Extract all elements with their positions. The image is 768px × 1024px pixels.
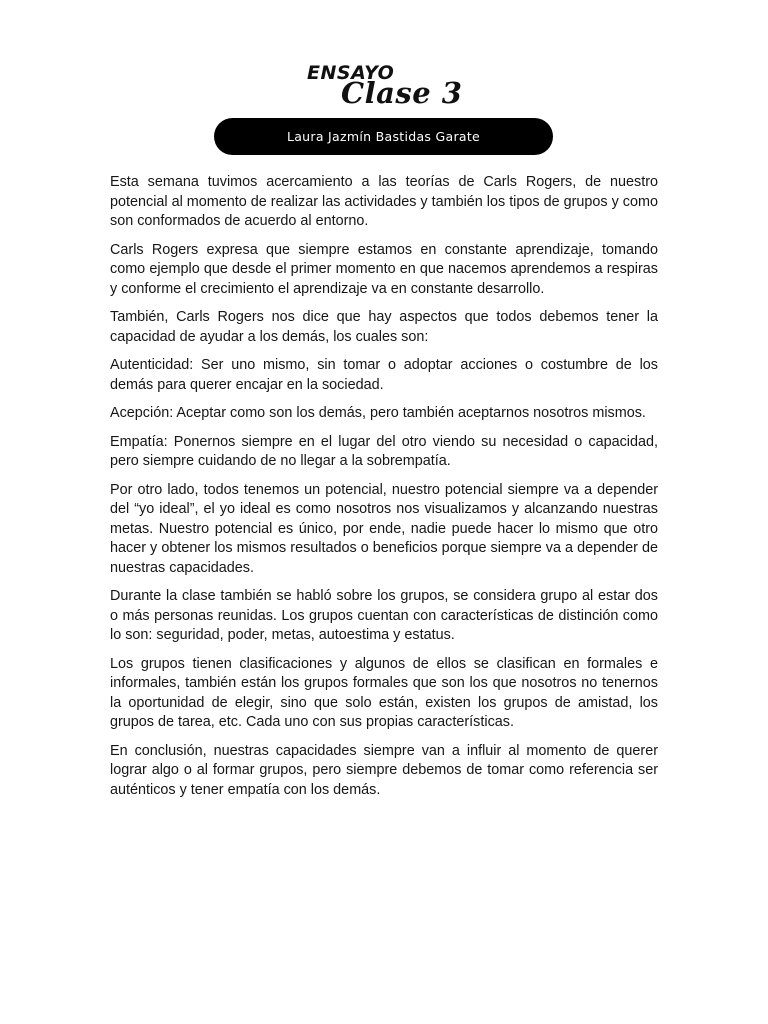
title-clase: Clase 3 — [341, 76, 463, 110]
paragraph: Esta semana tuvimos acercamiento a las teorías de Carls Rogers, de nuestro potencial al momento de realizar las actividades y también los tipos de grupos y como son conformados de acuerdo al entorno. — [110, 174, 658, 229]
paragraph: Autenticidad: Ser uno mismo, sin tomar o adoptar acciones o costumbre de los demás para querer encajar en la sociedad. — [110, 357, 658, 393]
paragraph: También, Carls Rogers nos dice que hay aspectos que todos debemos tener la capacidad de ayudar a los demás, los cuales son: — [110, 309, 658, 345]
paragraph: Los grupos tienen clasificaciones y algunos de ellos se clasifican en formales e informales, también están los grupos formales que son los que nosotros no tenernos la oportunidad de elegir, sino que solo están, existen los grupos de amistad, los grupos de tarea, etc. Cada uno con sus propias características. — [110, 655, 658, 730]
document-title — [0, 58, 768, 118]
essay-body — [110, 173, 658, 809]
paragraph: Empatía: Ponernos siempre en el lugar del otro viendo su necesidad o capacidad, pero siempre cuidando de no llegar a la sobrempatía. — [110, 433, 658, 469]
paragraph: Por otro lado, todos tenemos un potencial, nuestro potencial siempre va a depender del “yo ideal”, el yo ideal es como nosotros nos visualizamos y alcanzando nuestras metas. Nuestro potencial es único, por ende, nadie puede hacer lo mismo que otro hacer y obtener los mismos resultados o beneficios porque siempre va a depender de nuestras capacidades. — [110, 481, 658, 576]
paragraph: Carls Rogers expresa que siempre estamos en constante aprendizaje, tomando como ejemplo que desde el primer momento en que nacemos aprendemos a respiras y conforme el crecimiento el aprendizaje va en constante desarrollo. — [110, 241, 658, 297]
title-ensayo: ENSAYO — [307, 62, 395, 84]
author-name: Laura Jazmín Bastidas Garate — [286, 129, 481, 144]
paragraph: Acepción: Aceptar como son los demás, pero también aceptarnos nosotros mismos. — [110, 405, 646, 421]
paragraph: En conclusión, nuestras capacidades siempre van a influir al momento de querer lograr algo o al formar grupos, pero siempre debemos de tomar como referencia ser auténticos y tener empatía con los demás. — [110, 742, 658, 798]
paragraph: Durante la clase también se habló sobre los grupos, se considera grupo al estar dos o más personas reunidas. Los grupos cuentan con características de distinción como lo son: seguridad, poder, metas, autoestima y estatus. — [110, 588, 658, 643]
author-banner — [214, 118, 553, 155]
